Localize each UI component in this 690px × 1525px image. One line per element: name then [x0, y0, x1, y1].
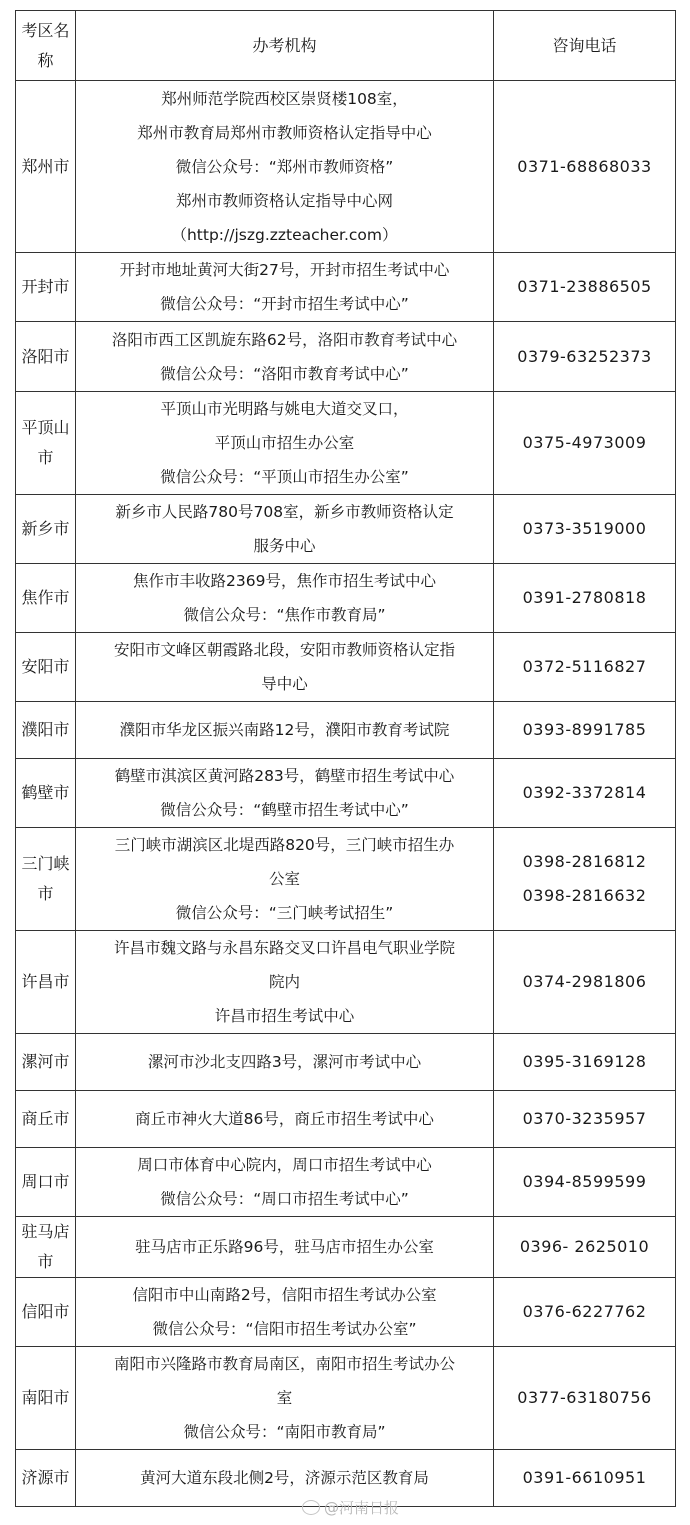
phone-number: 0370-3235957	[522, 1109, 647, 1128]
phone-cell	[494, 1148, 676, 1217]
phone-cell	[494, 253, 676, 322]
institution-cell	[76, 81, 494, 253]
header-region: 考区名称	[16, 11, 76, 81]
phone-cell	[494, 1278, 676, 1347]
institution-line: 郑州市教育局郑州市教师资格认定指导中心	[137, 123, 432, 142]
institution-cell	[76, 1148, 494, 1217]
institution-line: 三门峡市湖滨区北堤西路820号，三门峡市招生办	[114, 836, 455, 854]
institution-cell	[76, 392, 494, 495]
region-cell: 济源市	[16, 1450, 76, 1507]
region-cell: 新乡市	[16, 495, 76, 564]
region-cell: 平顶山市	[16, 392, 76, 495]
phone-cell	[494, 564, 676, 633]
institution-cell	[76, 828, 494, 931]
phone-number: 0398-2816632	[522, 886, 647, 905]
institution-line: 新乡市人民路780号708室，新乡市教师资格认定	[115, 503, 454, 521]
table-row	[16, 759, 676, 828]
table-row	[16, 322, 676, 392]
region-cell: 焦作市	[16, 564, 76, 633]
phone-cell	[494, 1034, 676, 1091]
phone-cell	[494, 1091, 676, 1148]
table-row	[16, 931, 676, 1034]
phone-cell	[494, 828, 676, 931]
institution-line: 信阳市中山南路2号，信阳市招生考试办公室	[132, 1286, 437, 1304]
region-cell: 鹤壁市	[16, 759, 76, 828]
region-cell: 许昌市	[16, 931, 76, 1034]
table-row	[16, 495, 676, 564]
phone-number: 0394-8599599	[522, 1172, 647, 1191]
table-body	[16, 81, 676, 1507]
region-cell: 三门峡市	[16, 828, 76, 931]
phone-number: 0398-2816812	[522, 852, 647, 871]
phone-cell	[494, 495, 676, 564]
region-cell: 周口市	[16, 1148, 76, 1217]
institution-line: 焦作市丰收路2369号，焦作市招生考试中心	[133, 572, 436, 590]
institution-line: 微信公众号：“郑州市教师资格”	[175, 157, 394, 176]
region-cell: 郑州市	[16, 81, 76, 253]
institution-line: 洛阳市西工区凯旋东路62号，洛阳市教育考试中心	[111, 330, 458, 349]
phone-cell	[494, 759, 676, 828]
phone-number: 0392-3372814	[522, 783, 647, 802]
phone-number: 0374-2981806	[522, 972, 647, 991]
region-cell: 漯河市	[16, 1034, 76, 1091]
institution-cell	[76, 495, 494, 564]
table-row	[16, 1148, 676, 1217]
institution-cell	[76, 633, 494, 702]
institution-line: 平顶山市光明路与姚电大道交叉口，	[160, 400, 409, 418]
phone-number: 0375-4973009	[522, 433, 647, 452]
table-row	[16, 633, 676, 702]
institution-cell	[76, 564, 494, 633]
phone-cell	[494, 931, 676, 1034]
phone-cell	[494, 633, 676, 702]
institution-line: 服务中心	[253, 537, 316, 555]
institution-cell	[76, 253, 494, 322]
institution-line: 院内	[268, 973, 300, 991]
institution-line: 导中心	[261, 675, 308, 693]
header-phone: 咨询电话	[494, 11, 676, 81]
phone-number: 0396- 2625010	[519, 1237, 650, 1256]
phone-number: 0377-63180756	[517, 1388, 652, 1407]
institution-line: 驻马店市正乐路96号，驻马店市招生办公室	[135, 1238, 434, 1256]
institution-line: 微信公众号：“焦作市教育局”	[183, 606, 386, 624]
table-row	[16, 253, 676, 322]
phone-number: 0395-3169128	[522, 1052, 647, 1071]
phone-number: 0371-68868033	[517, 156, 652, 176]
institution-line: 微信公众号：“鹤壁市招生考试中心”	[160, 801, 409, 819]
phone-cell	[494, 322, 676, 392]
institution-line: 微信公众号：“开封市招生考试中心”	[160, 295, 409, 313]
institution-line: （http://jszg.zzteacher.com）	[171, 225, 398, 244]
institution-line: 郑州市教师资格认定指导中心网	[175, 191, 393, 210]
institution-line: 微信公众号：“信阳市招生考试办公室”	[152, 1320, 417, 1338]
institution-line: 微信公众号：“南阳市教育局”	[183, 1423, 386, 1441]
table-row	[16, 81, 676, 253]
phone-number: 0393-8991785	[522, 720, 647, 739]
phone-number: 0371-23886505	[517, 277, 652, 296]
institution-line: 南阳市兴隆路市教育局南区，南阳市招生考试办公	[113, 1355, 455, 1373]
institution-cell	[76, 702, 494, 759]
institution-line: 微信公众号：“三门峡考试招生”	[175, 904, 394, 922]
institution-line: 商丘市神火大道86号，商丘市招生考试中心	[135, 1110, 434, 1128]
phone-number: 0373-3519000	[522, 519, 647, 538]
institution-cell	[76, 1278, 494, 1347]
institution-line: 公室	[268, 870, 300, 888]
institution-line: 许昌市招生考试中心	[214, 1007, 355, 1025]
table-row	[16, 1347, 676, 1450]
institution-cell	[76, 322, 494, 392]
phone-number: 0391-2780818	[522, 588, 647, 607]
institution-cell	[76, 931, 494, 1034]
region-cell: 商丘市	[16, 1091, 76, 1148]
region-cell: 开封市	[16, 253, 76, 322]
institution-line: 安阳市文峰区朝霞路北段，安阳市教师资格认定指	[113, 641, 455, 659]
table-row	[16, 702, 676, 759]
table-row	[16, 828, 676, 931]
phone-number: 0372-5116827	[522, 657, 647, 676]
table-header-row	[16, 11, 676, 81]
exam-center-table	[15, 10, 676, 1507]
institution-line: 周口市体育中心院内，周口市招生考试中心	[137, 1156, 432, 1174]
phone-cell	[494, 1450, 676, 1507]
phone-cell	[494, 1347, 676, 1450]
region-cell: 驻马店市	[16, 1217, 76, 1278]
watermark-text: @河南日报	[324, 1499, 400, 1517]
region-cell: 信阳市	[16, 1278, 76, 1347]
institution-line: 漯河市沙北支四路3号，漯河市考试中心	[147, 1053, 422, 1071]
institution-line: 微信公众号：“周口市招生考试中心”	[160, 1190, 409, 1208]
table-row	[16, 1278, 676, 1347]
table-row	[16, 564, 676, 633]
institution-cell	[76, 1347, 494, 1450]
institution-cell	[76, 1217, 494, 1278]
weibo-icon	[302, 1500, 320, 1515]
phone-cell	[494, 392, 676, 495]
region-cell: 洛阳市	[16, 322, 76, 392]
table-row	[16, 1091, 676, 1148]
phone-cell	[494, 81, 676, 253]
institution-line: 室	[276, 1389, 293, 1407]
table-row	[16, 1034, 676, 1091]
institution-cell	[76, 759, 494, 828]
region-cell: 南阳市	[16, 1347, 76, 1450]
phone-number: 0391-6610951	[522, 1468, 647, 1487]
phone-number: 0376-6227762	[522, 1302, 647, 1321]
institution-line: 开封市地址黄河大街27号，开封市招生考试中心	[119, 261, 450, 279]
institution-line: 许昌市魏文路与永昌东路交叉口许昌电气职业学院	[113, 939, 455, 957]
institution-cell	[76, 1034, 494, 1091]
region-cell: 濮阳市	[16, 702, 76, 759]
institution-line: 鹤壁市淇滨区黄河路283号，鹤壁市招生考试中心	[114, 767, 455, 785]
institution-line: 黄河大道东段北侧2号，济源示范区教育局	[140, 1469, 429, 1487]
header-institution: 办考机构	[76, 11, 494, 81]
institution-line: 微信公众号：“洛阳市教育考试中心”	[160, 364, 409, 383]
institution-line: 濮阳市华龙区振兴南路12号，濮阳市教育考试院	[119, 721, 450, 739]
table-row	[16, 392, 676, 495]
institution-line: 平顶山市招生办公室	[214, 434, 355, 452]
institution-line: 郑州师范学院西校区崇贤楼108室，	[161, 89, 408, 108]
institution-cell	[76, 1091, 494, 1148]
table-row	[16, 1217, 676, 1278]
phone-number: 0379-63252373	[517, 346, 652, 366]
institution-cell	[76, 1450, 494, 1507]
phone-cell	[494, 702, 676, 759]
institution-line: 微信公众号：“平顶山市招生办公室”	[160, 468, 409, 486]
watermark	[302, 1497, 399, 1518]
region-cell: 安阳市	[16, 633, 76, 702]
phone-cell	[494, 1217, 676, 1278]
